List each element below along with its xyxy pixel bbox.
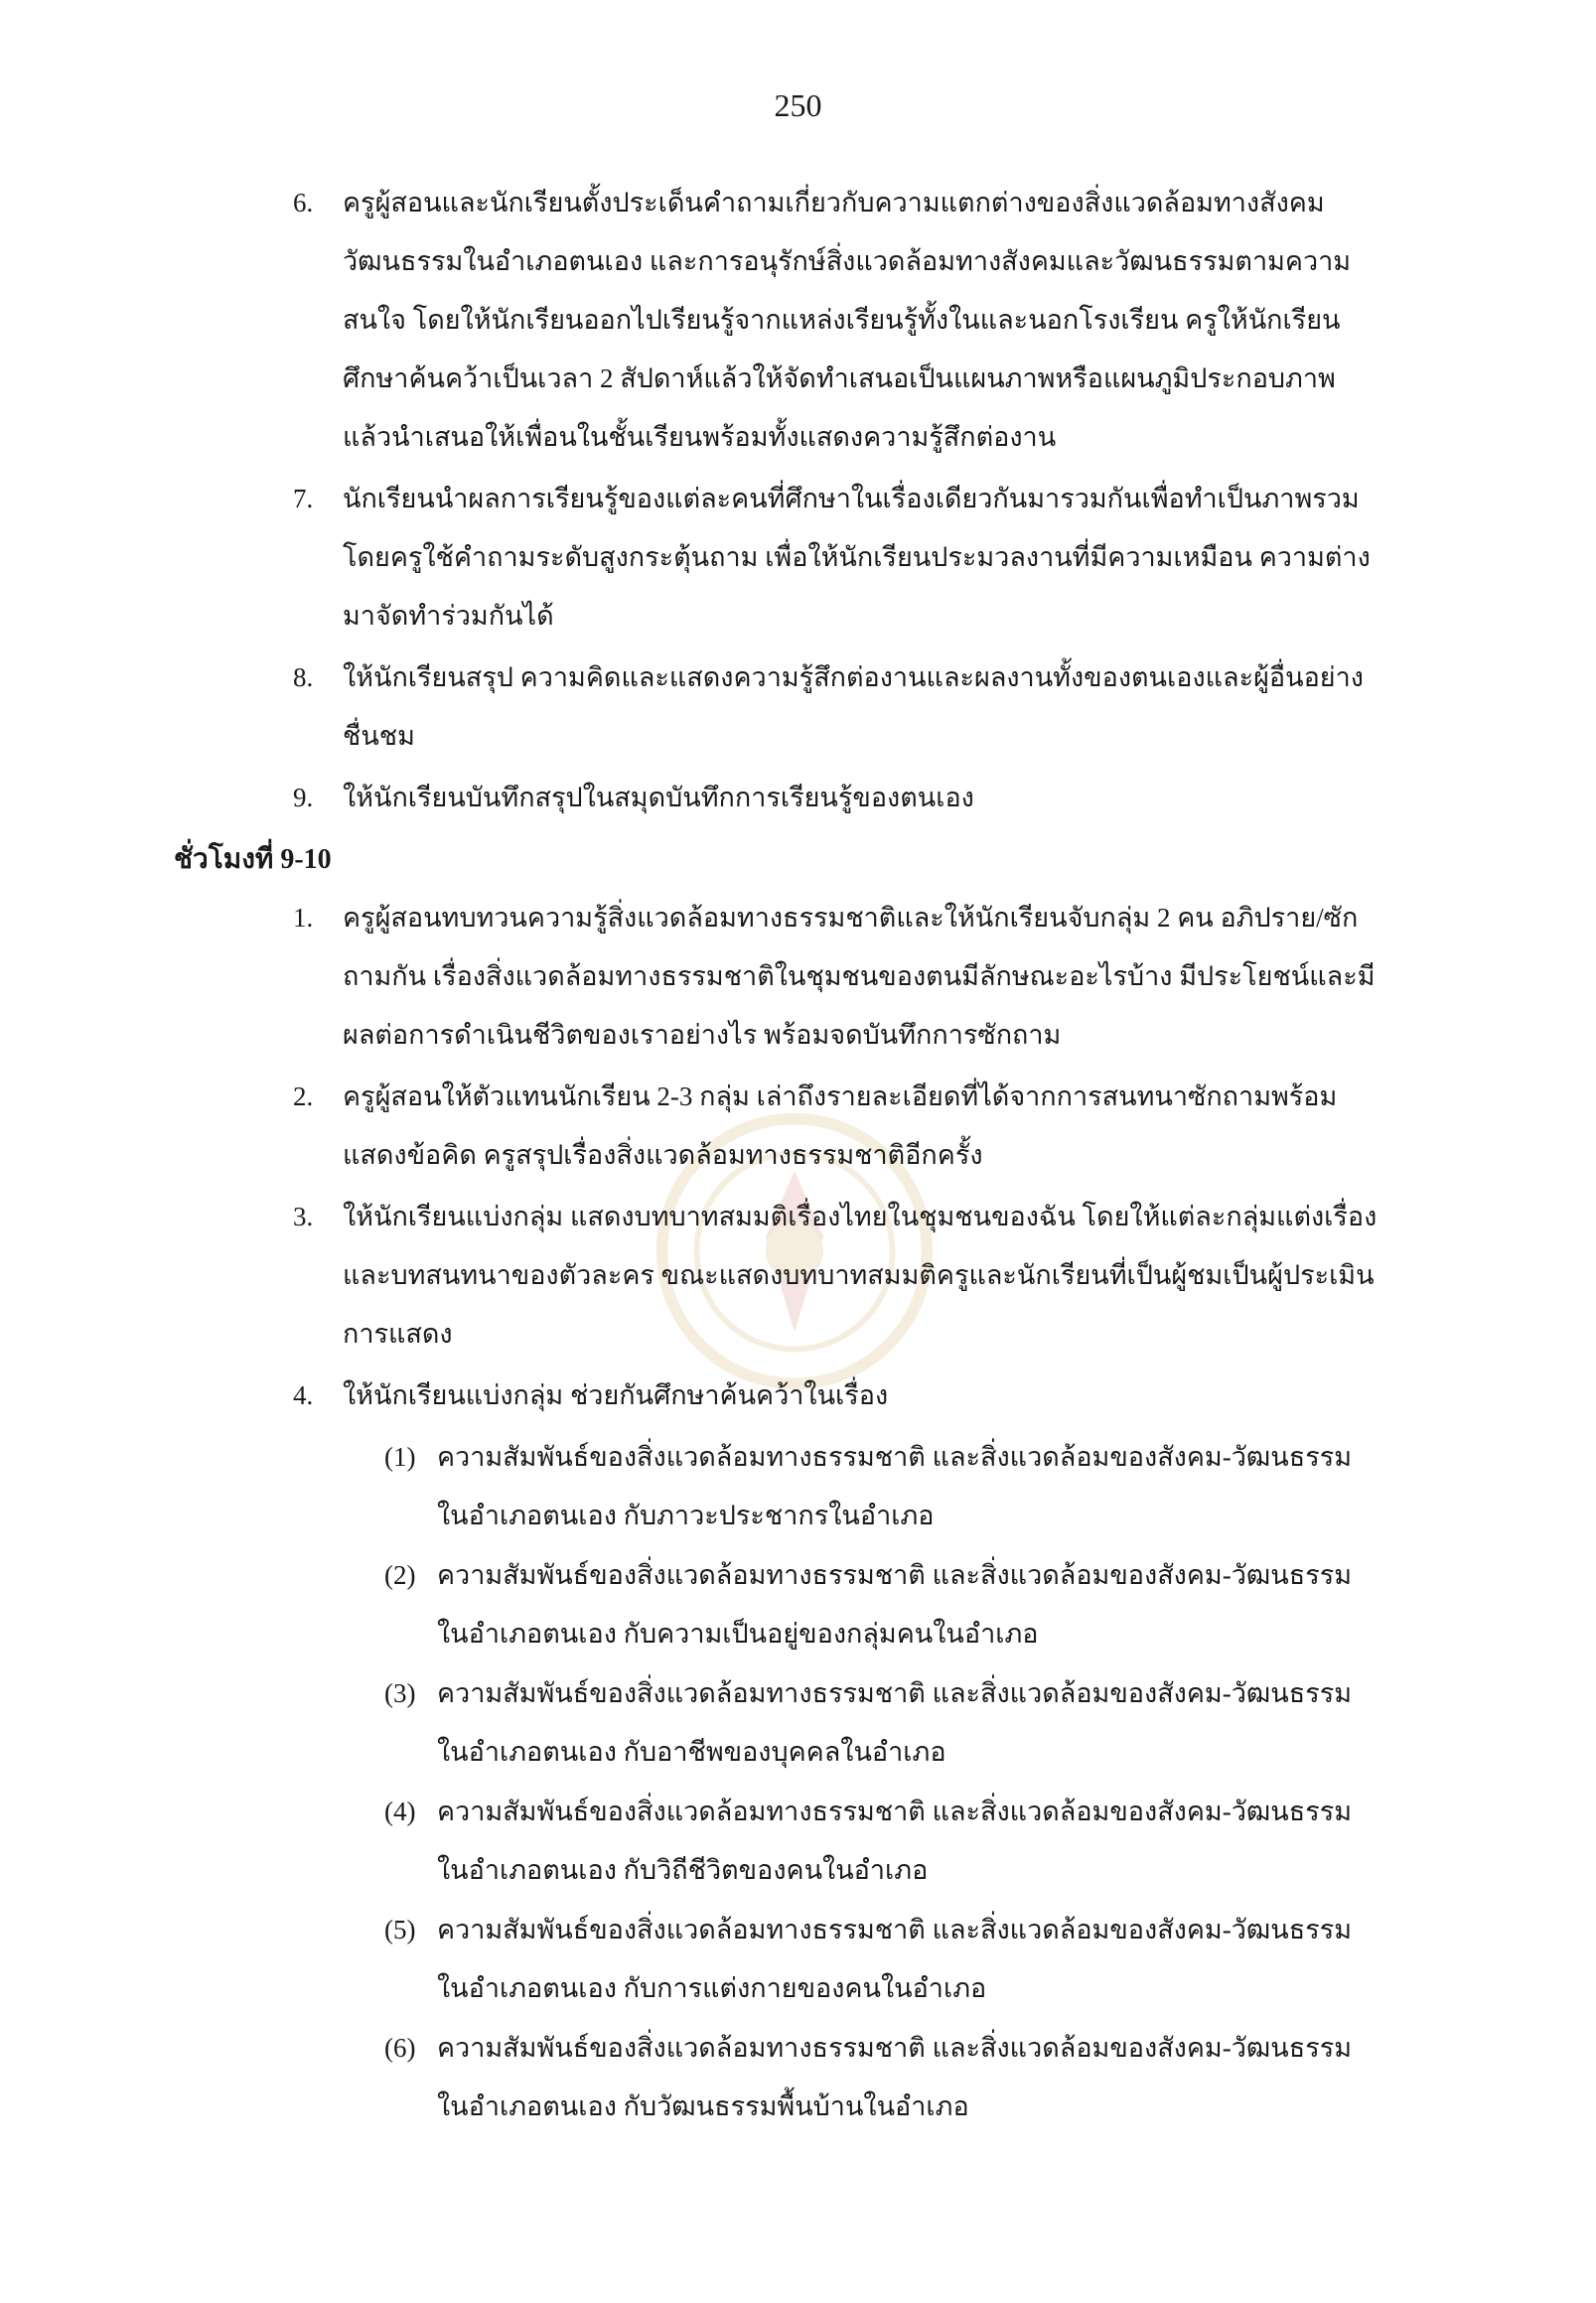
list-item — [174, 470, 1380, 646]
sub-list-item — [174, 1428, 1380, 1545]
sub-item-text: ความสัมพันธ์ของสิ่งแวดล้อมทางธรรมชาติ และสิ่งแวดล้อมของสังคม-วัฒนธรรมในอำเภอตนเอง กับอาชีพของบุคคลในอำเภอ — [437, 1678, 1352, 1767]
sub-item-text: ความสัมพันธ์ของสิ่งแวดล้อมทางธรรมชาติ และสิ่งแวดล้อมของสังคม-วัฒนธรรมในอำเภอตนเอง กับวัฒนธรรมพื้นบ้านในอำเภอ — [437, 2033, 1352, 2121]
sub-list-item — [174, 1783, 1380, 1900]
item-text: ให้นักเรียนสรุป ความคิดและแสดงความรู้สึกต่องานและผลงานทั้งของตนเองและผู้อื่นอย่างชื่นชม — [343, 662, 1364, 751]
sub-list-item — [174, 1901, 1380, 2018]
item-number: 4. — [293, 1380, 314, 1410]
sub-item-number: (3) — [384, 1678, 416, 1708]
item-number: 6. — [293, 188, 314, 217]
item-number: 2. — [293, 1081, 314, 1111]
item-number: 3. — [293, 1202, 314, 1231]
hour-heading: ชั่วโมงที่ 9-10 — [174, 844, 332, 875]
list-item — [174, 889, 1380, 1065]
item-number: 7. — [293, 484, 314, 513]
list-item — [174, 1068, 1380, 1185]
list-item — [174, 1367, 1380, 1425]
sub-item-number: (6) — [384, 2033, 416, 2063]
list-item — [174, 648, 1380, 766]
sub-item-text: ความสัมพันธ์ของสิ่งแวดล้อมทางธรรมชาติ และสิ่งแวดล้อมของสังคม-วัฒนธรรมในอำเภอตนเอง กับการแต่งกายของคนในอำเภอ — [437, 1915, 1352, 2003]
item-text: ครูผู้สอนให้ตัวแทนนักเรียน 2-3 กลุ่ม เล่าถึงรายละเอียดที่ได้จากการสนทนาซักถามพร้อมแสดงข้อคิด ครูสรุปเรื่องสิ่งแวดล้อมทางธรรมชาติอีกครั้ง — [343, 1081, 1338, 1170]
item-text: ให้นักเรียนบันทึกสรุปในสมุดบันทึกการเรียนรู้ของตนเอง — [343, 783, 974, 812]
item-number: 9. — [293, 783, 314, 812]
sub-list — [174, 1428, 1380, 2136]
sub-item-number: (2) — [384, 1560, 416, 1590]
item-number: 8. — [293, 662, 314, 692]
sub-item-text: ความสัมพันธ์ของสิ่งแวดล้อมทางธรรมชาติ และสิ่งแวดล้อมของสังคม-วัฒนธรรมในอำเภอตนเอง กับวิถีชีวิตของคนในอำเภอ — [437, 1797, 1352, 1885]
sub-item-number: (4) — [384, 1797, 416, 1826]
sub-list-item — [174, 1546, 1380, 1663]
item-text: ให้นักเรียนแบ่งกลุ่ม แสดงบทบาทสมมติเรื่องไทยในชุมชนของฉัน โดยให้แต่ละกลุ่มแต่งเรื่องและบทสนทนาของตัวละคร ขณะแสดงบทบาทสมมติครูและนักเรียนที่เป็นผู้ชมเป็นผู้ประเมินการแสดง — [343, 1202, 1378, 1349]
list-item — [174, 769, 1380, 827]
sub-list-item — [174, 2019, 1380, 2136]
document-body — [174, 174, 1380, 2137]
sub-item-number: (5) — [384, 1915, 416, 1944]
item-text: นักเรียนนำผลการเรียนรู้ของแต่ละคนที่ศึกษาในเรื่องเดียวกันมารวมกันเพื่อทำเป็นภาพรวม โดยครูใช้คำถามระดับสูงกระตุ้นถาม เพื่อให้นักเรียนประมวลงานที่มีความเหมือน ความต่างมาจัดทำร่วมกันได้ — [343, 484, 1371, 631]
item-text: ครูผู้สอนทบทวนความรู้สิ่งแวดล้อมทางธรรมชาติและให้นักเรียนจับกลุ่ม 2 คน อภิปราย/ซักถามกัน เรื่องสิ่งแวดล้อมทางธรรมชาติในชุมชนของตนมีลักษณะอะไรบ้าง มีประโยชน์และมีผลต่อการดำเนินชีวิตของเราอย่างไร พร้อมจดบันทึกการซักถาม — [343, 903, 1376, 1050]
list-item — [174, 1188, 1380, 1364]
list-item — [174, 174, 1380, 467]
sub-list-item — [174, 1664, 1380, 1782]
sub-item-number: (1) — [384, 1442, 416, 1472]
sub-item-text: ความสัมพันธ์ของสิ่งแวดล้อมทางธรรมชาติ และสิ่งแวดล้อมของสังคม-วัฒนธรรมในอำเภอตนเอง กับภาวะประชากรในอำเภอ — [437, 1442, 1352, 1530]
item-text: ครูผู้สอนและนักเรียนตั้งประเด็นคำถามเกี่ยวกับความแตกต่างของสิ่งแวดล้อมทางสังคม วัฒนธรรมในอำเภอตนเอง และการอนุรักษ์สิ่งแวดล้อมทางสังคมและวัฒนธรรมตามความสนใจ โดยให้นักเรียนออกไปเรียนรู้จากแหล่งเรียนรู้ทั้งในและนอกโรงเรียน ครูให้นักเรียนศึกษาค้นคว้าเป็นเวลา 2 สัปดาห์แล้วให้จัดทำเสนอเป็นแผนภาพหรือแผนภูมิประกอบภาพแล้วนำเสนอให้เพื่อนในชั้นเรียนพร้อมทั้งแสดงความรู้สึกต่องาน — [343, 188, 1352, 452]
item-text: ให้นักเรียนแบ่งกลุ่ม ช่วยกันศึกษาค้นคว้าในเรื่อง — [343, 1380, 889, 1410]
sub-item-text: ความสัมพันธ์ของสิ่งแวดล้อมทางธรรมชาติ และสิ่งแวดล้อมของสังคม-วัฒนธรรมในอำเภอตนเอง กับความเป็นอยู่ของกลุ่มคนในอำเภอ — [437, 1560, 1352, 1649]
item-number: 1. — [293, 903, 314, 933]
page-number: 250 — [774, 87, 822, 123]
